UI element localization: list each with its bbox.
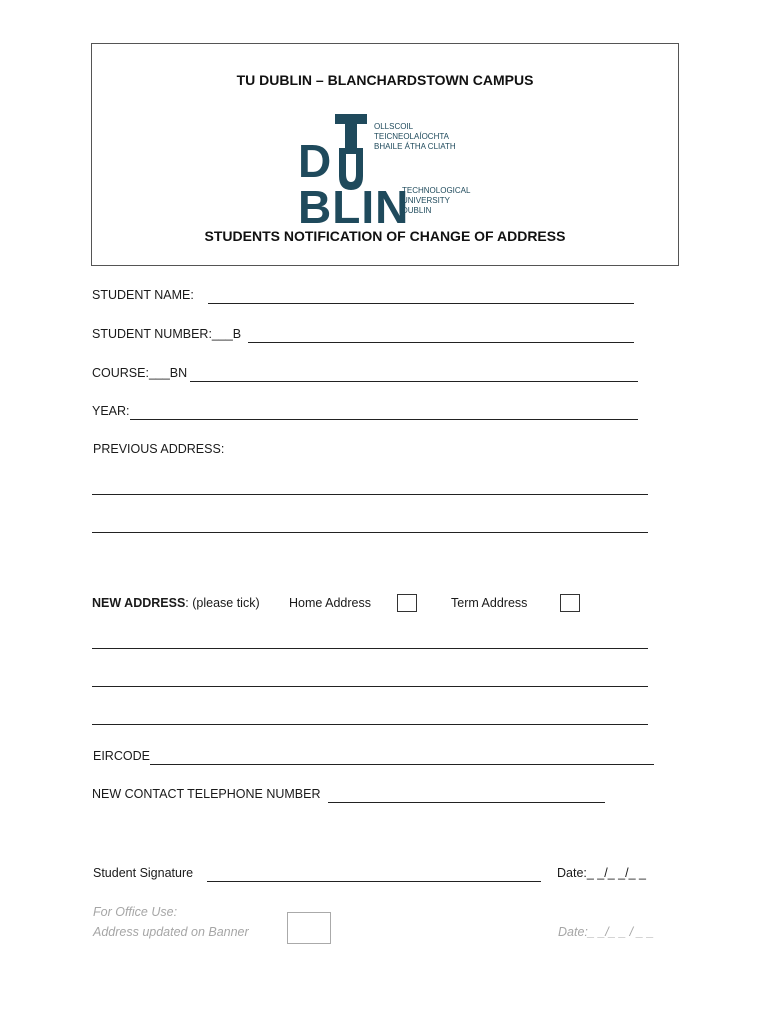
term-address-label: Term Address [451,596,528,610]
office-use-block [93,902,249,942]
header-box [91,43,679,266]
tu-dublin-logo [298,114,473,233]
office-use-banner-label: Address updated on Banner [93,925,249,939]
office-use-title: For Office Use: [93,905,178,919]
year-field[interactable] [130,419,638,420]
previous-address-line-2[interactable] [92,532,648,533]
previous-address-label: PREVIOUS ADDRESS: [93,442,225,456]
logo-english-name: TECHNOLOGICAL UNIVERSITY DUBLIN [402,186,471,215]
course-field[interactable] [190,381,638,382]
student-number-label: STUDENT NUMBER:___B [92,327,242,341]
new-address-hint: : (please tick) [185,596,260,610]
office-use-checkbox[interactable] [287,912,331,944]
signature-label: Student Signature [93,866,194,880]
student-name-field[interactable] [208,303,634,304]
previous-address-line-1[interactable] [92,494,648,495]
term-address-checkbox[interactable] [560,594,580,612]
signature-date[interactable]: Date:_ _/_ _/_ _ [557,866,646,880]
new-address-strong: NEW ADDRESS [92,596,186,610]
new-address-label [92,596,260,610]
new-address-line-1[interactable] [92,648,648,649]
form-title: STUDENTS NOTIFICATION OF CHANGE OF ADDRESS [204,228,566,244]
logo-irish-name: OLLSCOIL TEICNEOLAÍOCHTA BHAILE ÁTHA CLIATH [374,122,456,151]
year-label: YEAR: [92,404,130,418]
new-address-line-3[interactable] [92,724,648,725]
telephone-label: NEW CONTACT TELEPHONE NUMBER [92,787,321,801]
eircode-label: EIRCODE [93,749,150,763]
new-address-line-2[interactable] [92,686,648,687]
home-address-checkbox[interactable] [397,594,417,612]
signature-field[interactable] [207,881,541,882]
campus-title: TU DUBLIN – BLANCHARDSTOWN CAMPUS [236,72,534,88]
telephone-field[interactable] [328,802,605,803]
student-number-field[interactable] [248,342,634,343]
student-name-label: STUDENT NAME: [92,288,194,302]
home-address-label: Home Address [289,596,371,610]
office-use-date: Date:_ _/_ _ / _ _ [558,925,654,939]
course-label: COURSE:___BN [92,366,188,380]
eircode-field[interactable] [150,764,654,765]
logo-wordmark: DBLIN [298,135,410,233]
